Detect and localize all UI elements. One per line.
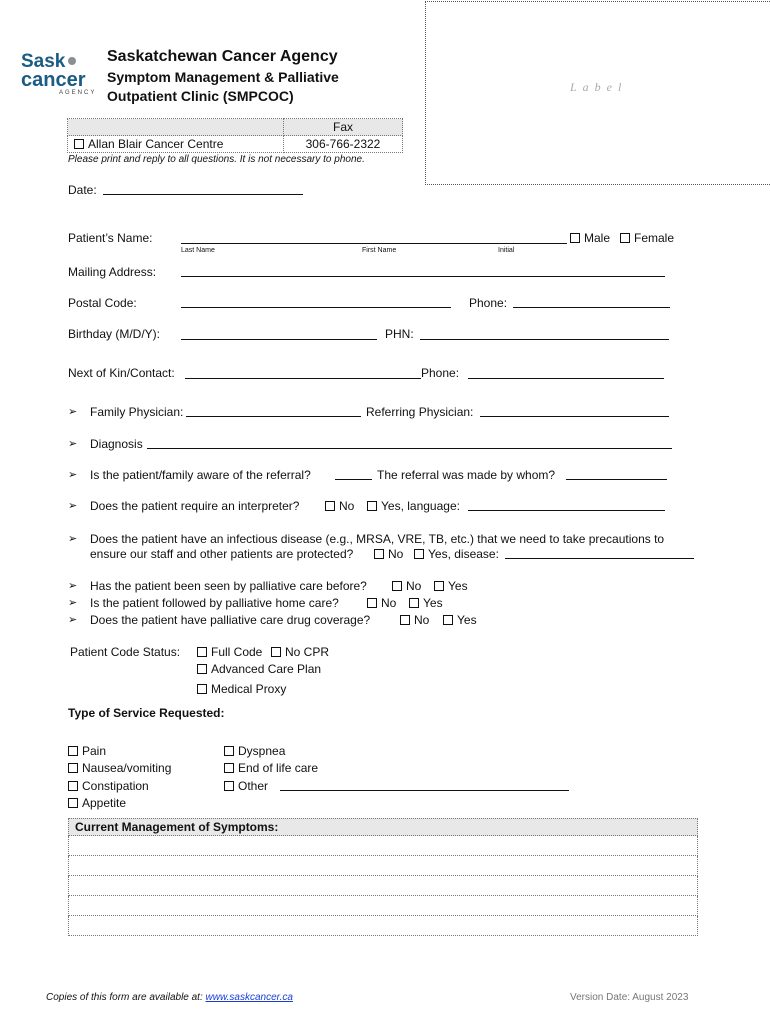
service-title: Type of Service Requested:	[68, 706, 225, 720]
checkbox-icon[interactable]	[400, 615, 410, 625]
checkbox-icon[interactable]	[434, 581, 444, 591]
checkbox-icon[interactable]	[68, 798, 78, 808]
interpreter-yes-option[interactable]: Yes, language:	[367, 499, 460, 513]
referring-physician-field[interactable]	[480, 416, 669, 417]
fax-number: 306-766-2322	[284, 136, 403, 153]
phone-label: Phone:	[469, 296, 508, 310]
symptom-management-title: Current Management of Symptoms:	[68, 818, 698, 836]
service-dyspnea-option[interactable]: Dyspnea	[224, 744, 285, 758]
service-appetite-option[interactable]: Appetite	[68, 796, 126, 810]
checkbox-icon[interactable]	[197, 664, 207, 674]
agency-logo	[21, 52, 96, 96]
seen-yes-option[interactable]: Yes	[434, 579, 468, 593]
advanced-care-option[interactable]: Advanced Care Plan	[197, 662, 321, 676]
checkbox-icon[interactable]	[367, 501, 377, 511]
logo-dot-icon	[68, 57, 76, 65]
date-field[interactable]	[103, 194, 303, 195]
language-field[interactable]	[468, 510, 665, 511]
clinic-title-line1: Symptom Management & Palliative	[107, 69, 339, 85]
checkbox-icon[interactable]	[224, 746, 234, 756]
no-cpr-option[interactable]: No CPR	[271, 645, 329, 659]
checkbox-icon[interactable]	[325, 501, 335, 511]
last-name-caption: Last Name	[181, 247, 215, 254]
checkbox-icon[interactable]	[224, 763, 234, 773]
first-name-caption: First Name	[362, 247, 397, 254]
checkbox-icon[interactable]	[197, 684, 207, 694]
checkbox-icon[interactable]	[224, 781, 234, 791]
bullet-arrow-icon: ➢	[68, 533, 78, 545]
female-option[interactable]: Female	[620, 231, 674, 245]
clinic-title-line2: Outpatient Clinic (SMPCOC)	[107, 88, 294, 104]
footer-link[interactable]: www.saskcancer.ca	[205, 992, 293, 1003]
infectious-question-line2: ensure our staff and other patients are protected?	[90, 547, 354, 561]
home-care-yes-option[interactable]: Yes	[409, 596, 443, 610]
logo-sask: Sask	[21, 52, 96, 71]
checkbox-icon[interactable]	[68, 763, 78, 773]
drug-coverage-question: Does the patient have palliative care drug coverage?	[90, 613, 371, 627]
postal-code-field[interactable]	[181, 307, 451, 308]
aware-question: Is the patient/family aware of the referral?	[90, 468, 311, 482]
kin-phone-label: Phone:	[421, 366, 460, 380]
diagnosis-field[interactable]	[147, 448, 672, 449]
phn-field[interactable]	[420, 339, 669, 340]
interpreter-no-option[interactable]: No	[325, 499, 354, 513]
bullet-arrow-icon: ➢	[68, 614, 78, 626]
centre-option[interactable]: Allan Blair Cancer Centre	[68, 136, 284, 153]
symptom-row[interactable]	[68, 836, 698, 856]
infectious-yes-option[interactable]: Yes, disease:	[414, 547, 499, 561]
mailing-address-label: Mailing Address:	[68, 265, 157, 279]
footer-version: Version Date: August 2023	[570, 992, 689, 1003]
checkbox-icon[interactable]	[570, 233, 580, 243]
checkbox-icon[interactable]	[374, 549, 384, 559]
medical-proxy-option[interactable]: Medical Proxy	[197, 682, 286, 696]
symptom-row[interactable]	[68, 896, 698, 916]
disease-field[interactable]	[505, 558, 694, 559]
checkbox-icon[interactable]	[197, 647, 207, 657]
date-label: Date:	[68, 183, 97, 197]
service-pain-option[interactable]: Pain	[68, 744, 106, 758]
bullet-arrow-icon: ➢	[68, 580, 78, 592]
birthday-label: Birthday (M/D/Y):	[68, 327, 161, 341]
referring-physician-label: Referring Physician:	[366, 405, 474, 419]
kin-phone-field[interactable]	[468, 378, 664, 379]
bullet-arrow-icon: ➢	[68, 500, 78, 512]
family-physician-field[interactable]	[186, 416, 361, 417]
symptom-management-table	[68, 818, 698, 936]
checkbox-icon[interactable]	[620, 233, 630, 243]
symptom-row[interactable]	[68, 856, 698, 876]
mailing-address-field[interactable]	[181, 276, 665, 277]
drug-no-option[interactable]: No	[400, 613, 429, 627]
seen-no-option[interactable]: No	[392, 579, 421, 593]
seen-palliative-question: Has the patient been seen by palliative care before?	[90, 579, 367, 593]
checkbox-icon[interactable]	[68, 746, 78, 756]
phone-field[interactable]	[513, 307, 670, 308]
infectious-question-line1: Does the patient have an infectious disease (e.g., MRSA, VRE, TB, etc.) that we need to take precautions to	[90, 532, 665, 546]
interpreter-question: Does the patient require an interpreter?	[90, 499, 300, 513]
code-status-label: Patient Code Status:	[70, 645, 181, 659]
bullet-arrow-icon: ➢	[68, 469, 78, 481]
home-care-no-option[interactable]: No	[367, 596, 396, 610]
checkbox-icon[interactable]	[414, 549, 424, 559]
patient-name-field[interactable]	[181, 243, 567, 244]
checkbox-icon[interactable]	[74, 139, 84, 149]
checkbox-icon[interactable]	[443, 615, 453, 625]
fax-header: Fax	[284, 119, 403, 136]
agency-title: Saskatchewan Cancer Agency	[107, 48, 338, 65]
service-nausea-option[interactable]: Nausea/vomiting	[68, 761, 171, 775]
next-of-kin-field[interactable]	[185, 378, 421, 379]
symptom-row[interactable]	[68, 876, 698, 896]
birthday-field[interactable]	[181, 339, 377, 340]
other-service-field[interactable]	[280, 790, 569, 791]
aware-field[interactable]	[335, 479, 372, 480]
checkbox-icon[interactable]	[367, 598, 377, 608]
bullet-arrow-icon: ➢	[68, 597, 78, 609]
service-other-option[interactable]: Other	[224, 779, 268, 793]
family-physician-label: Family Physician:	[90, 405, 184, 419]
made-by-question: The referral was made by whom?	[377, 468, 556, 482]
infectious-no-option[interactable]: No	[374, 547, 403, 561]
bullet-arrow-icon: ➢	[68, 438, 78, 450]
checkbox-icon[interactable]	[68, 781, 78, 791]
patient-name-label: Patient’s Name:	[68, 231, 153, 245]
male-option[interactable]: Male	[570, 231, 610, 245]
initial-caption: Initial	[498, 247, 515, 254]
footer-copies: Copies of this form are available at: www.saskcancer.ca	[46, 992, 293, 1003]
drug-yes-option[interactable]: Yes	[443, 613, 477, 627]
fax-table-blank	[68, 119, 284, 136]
logo-agency: AGENCY	[59, 90, 97, 96]
instructions: Please print and reply to all questions. It is not necessary to phone.	[68, 154, 365, 165]
symptom-row[interactable]	[68, 916, 698, 936]
fax-table	[67, 118, 403, 153]
bullet-arrow-icon: ➢	[68, 406, 78, 418]
label-placeholder: Label	[570, 80, 628, 94]
checkbox-icon[interactable]	[409, 598, 419, 608]
logo-cancer: cancer	[21, 69, 86, 91]
home-care-question: Is the patient followed by palliative home care?	[90, 596, 339, 610]
service-constipation-option[interactable]: Constipation	[68, 779, 149, 793]
made-by-field[interactable]	[566, 479, 667, 480]
next-of-kin-label: Next of Kin/Contact:	[68, 366, 175, 380]
service-end-of-life-option[interactable]: End of life care	[224, 761, 318, 775]
checkbox-icon[interactable]	[392, 581, 402, 591]
postal-code-label: Postal Code:	[68, 296, 137, 310]
checkbox-icon[interactable]	[271, 647, 281, 657]
phn-label: PHN:	[385, 327, 414, 341]
diagnosis-label: Diagnosis	[90, 437, 143, 451]
full-code-option[interactable]: Full Code	[197, 645, 262, 659]
